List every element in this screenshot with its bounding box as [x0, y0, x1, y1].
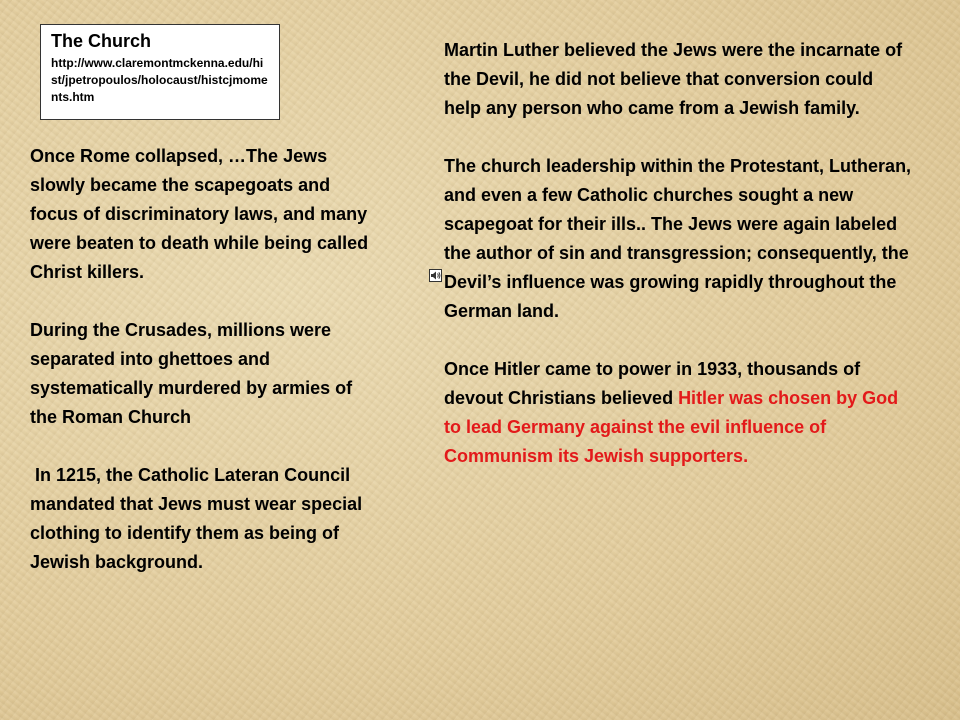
source-title: The Church: [51, 31, 152, 51]
sound-icon[interactable]: [429, 269, 442, 282]
left-paragraph-rome: Once Rome collapsed, …The Jews slowly became the scapegoats and focus of discriminatory laws, and many were beaten to death while being called Christ killers.: [30, 146, 369, 282]
left-paragraph-lateran: In 1215, the Catholic Lateran Council mandated that Jews must wear special clothing to identify them as being of Jewish background.: [30, 465, 368, 572]
left-column: [30, 142, 380, 606]
left-paragraph-crusades: During the Crusades, millions were separated into ghettoes and systematically murdered by armies of the Roman Church: [30, 320, 353, 427]
hitler-text-red: Hitler was chosen by God to lead Germany against the evil influence of Communism its Jewish supporters.: [444, 388, 899, 466]
right-column: [444, 36, 914, 500]
right-paragraph-church-leadership: The church leadership within the Protestant, Lutheran, and even a few Catholic churches sought a new scapegoat for their ills.. The Jews were again labeled the author of sin and transgression; consequently, the Devil’s influence was growing rapidly throughout the German land.: [444, 156, 912, 321]
hitler-text-black: Once Hitler came to power in 1933, thousands of devout Christians believed: [444, 359, 861, 408]
source-url[interactable]: http://www.claremontmckenna.edu/hist/jpetropoulos/holocaust/histcjmoments.htm: [51, 56, 268, 104]
right-paragraph-hitler: [444, 355, 914, 471]
right-paragraph-luther: Martin Luther believed the Jews were the incarnate of the Devil, he did not believe that conversion could help any person who came from a Jewish family.: [444, 40, 903, 118]
source-box: [40, 24, 280, 120]
